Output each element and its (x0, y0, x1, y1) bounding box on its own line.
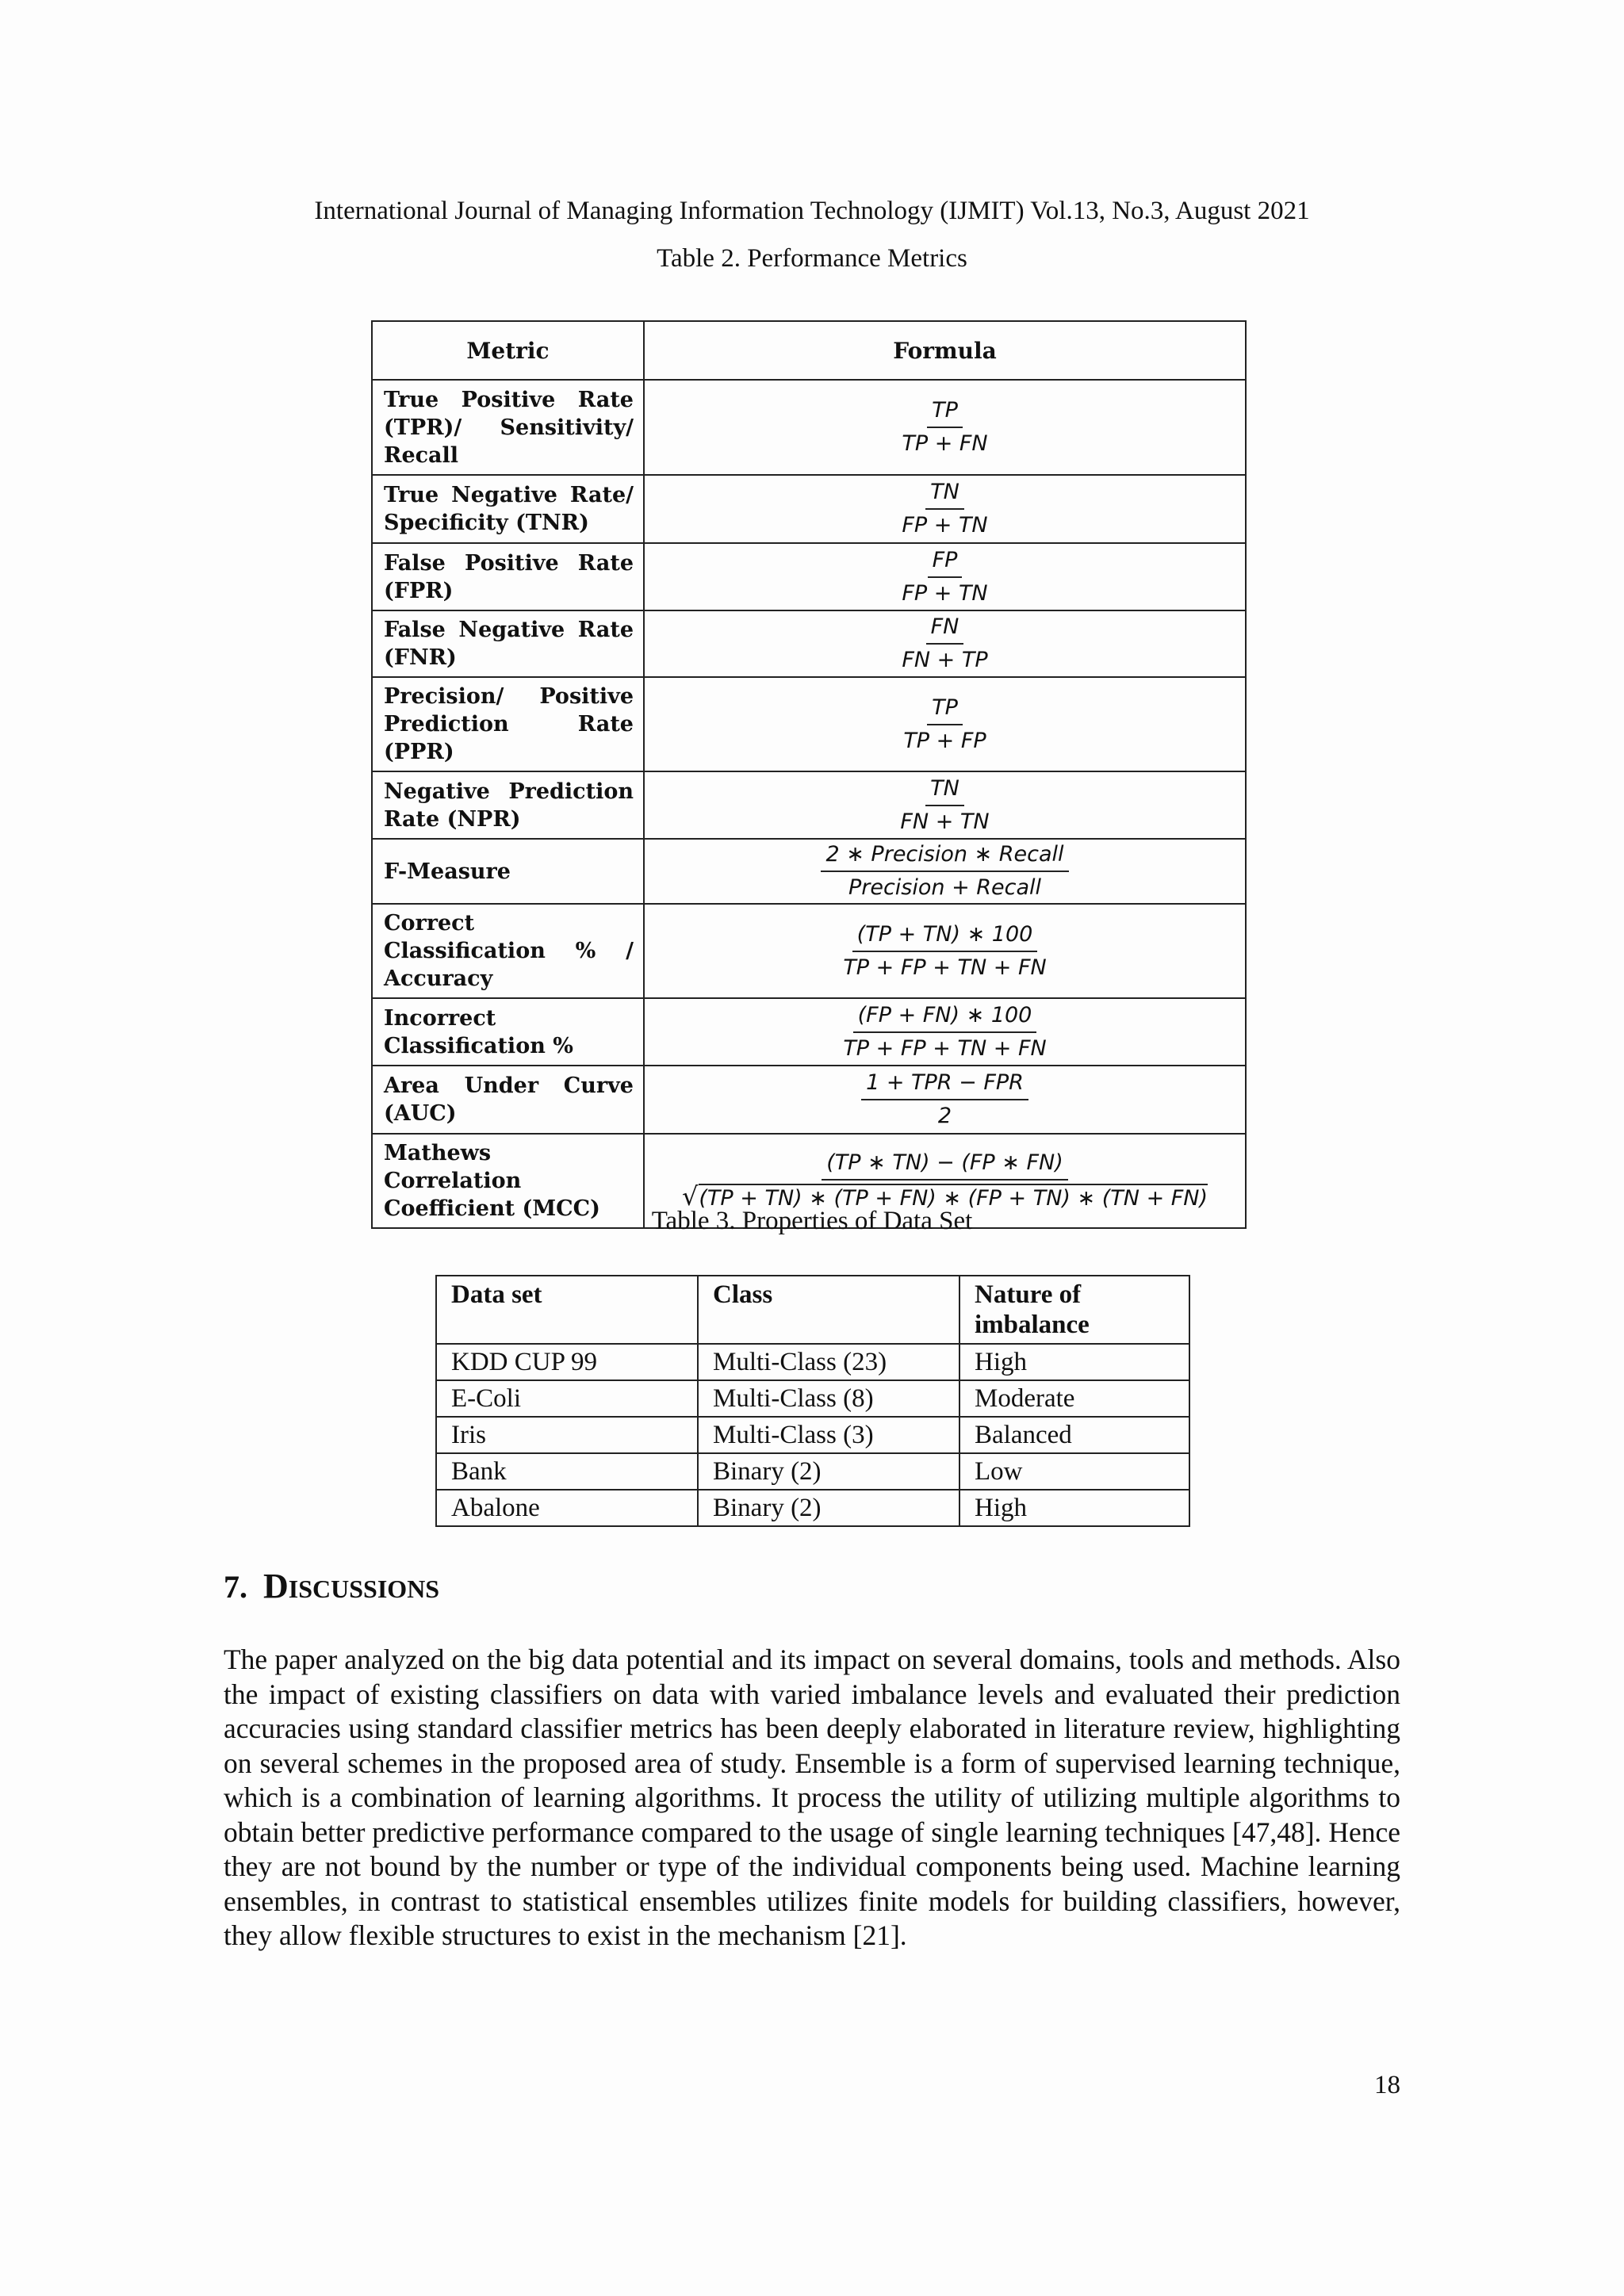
radicand: (TP + TN) ∗ (TP + FN) ∗ (FP + TN) ∗ (TN + FN) (699, 1184, 1208, 1211)
table-row (436, 1344, 1189, 1380)
table2-caption: Table 2. Performance Metrics (657, 244, 967, 273)
formula-numerator: (FP + FN) ∗ 100 (853, 1001, 1037, 1033)
formula-denominator: FP + TN (902, 513, 988, 538)
formula-denominator: TP + FP (903, 728, 986, 753)
table-row (372, 839, 1246, 904)
formula-numerator: TN (925, 478, 964, 510)
formula (644, 677, 1246, 771)
table-row (372, 998, 1246, 1066)
table-row (436, 1417, 1189, 1453)
section-title-rest: ISCUSSIONS (288, 1575, 440, 1603)
column-header: Data set (436, 1276, 698, 1344)
metric-name: False Positive Rate (FPR) (372, 543, 644, 610)
table-cell: Binary (2) (698, 1453, 959, 1490)
formula-denominator: 2 (937, 1104, 952, 1128)
table-row (372, 771, 1246, 839)
table-row (372, 380, 1246, 475)
formula (644, 475, 1246, 543)
formula-numerator: TP (927, 694, 963, 725)
metric-name: True Positive Rate (TPR)/ Sensitivity/ Recall (372, 380, 644, 475)
metric-name: Correct Classification % / Accuracy (372, 904, 644, 998)
table-row (372, 1066, 1246, 1134)
column-header: Class (698, 1276, 959, 1344)
section-title-initial: D (263, 1567, 289, 1605)
page-number: 18 (1374, 2071, 1400, 2099)
table-cell: Balanced (959, 1417, 1189, 1453)
table-row (372, 677, 1246, 771)
formula-numerator: FP (928, 546, 963, 578)
formula-numerator: 2 ∗ Precision ∗ Recall (821, 840, 1068, 872)
metric-name: Negative Prediction Rate (NPR) (372, 771, 644, 839)
formula-denominator: TP + FP + TN + FN (843, 1035, 1047, 1061)
metric-name: True Negative Rate/ Specificity (TNR) (372, 475, 644, 543)
formula-denominator: TP + FN (902, 431, 988, 456)
table-header-row (372, 321, 1246, 380)
formula-numerator: (TP ∗ TN) − (FP ∗ FN) (822, 1149, 1068, 1181)
table-cell: Low (959, 1453, 1189, 1490)
table-cell: Multi-Class (8) (698, 1380, 959, 1417)
table-cell: KDD CUP 99 (436, 1344, 698, 1380)
metric-name: Mathews Correlation Coefficient (MCC) (372, 1134, 644, 1228)
table-row (436, 1490, 1189, 1526)
table-cell: Bank (436, 1453, 698, 1490)
formula (644, 904, 1246, 998)
table-cell: Multi-Class (23) (698, 1344, 959, 1380)
formula (644, 543, 1246, 610)
running-head: International Journal of Managing Information Technology (IJMIT) Vol.13, No.3, August 2021 (314, 197, 1310, 225)
performance-metrics-table (371, 320, 1247, 1229)
body-paragraph: The paper analyzed on the big data potential and its impact on several domains, tools and methods. Also the impact of existing classifiers on data with varied imbalance levels and evaluated their prediction accuracies using standard classifier metrics has been deeply elaborated in literature review, highlighting on several schemes in the proposed area of study. Ensemble is a form of supervised learning technique, which is a combination of learning algorithms. It process the utility of utilizing multiple algorithms to obtain better predictive performance compared to the usage of single learning techniques [47,48]. Hence they are not bound by the number or type of the individual components being used. Machine learning ensembles, in contrast to statistical ensembles utilizes finite models for building classifiers, however, they allow flexible structures to exist in the mechanism [21]. (224, 1644, 1400, 1951)
metric-name: Area Under Curve (AUC) (372, 1066, 644, 1134)
metric-name: False Negative Rate (FNR) (372, 610, 644, 677)
formula (644, 998, 1246, 1066)
metric-name: Incorrect Classification % (372, 998, 644, 1066)
table-cell: High (959, 1344, 1189, 1380)
formula-header: Formula (644, 321, 1246, 380)
data-set-properties-table (435, 1275, 1190, 1527)
table-row (372, 904, 1246, 998)
formula-denominator: FP + TN (902, 580, 988, 606)
formula (644, 380, 1246, 475)
section-heading (224, 1566, 439, 1606)
formula-numerator: TN (925, 775, 964, 806)
table-cell: Iris (436, 1417, 698, 1453)
section-number: 7. (224, 1569, 247, 1605)
table-cell: Binary (2) (698, 1490, 959, 1526)
formula-denominator: Precision + Recall (848, 875, 1042, 900)
table-row (436, 1453, 1189, 1490)
formula-numerator: (TP + TN) ∗ 100 (852, 920, 1038, 952)
table-cell: Moderate (959, 1380, 1189, 1417)
metric-header: Metric (372, 321, 644, 380)
formula-denominator: TP + FP + TN + FN (843, 955, 1047, 980)
table-row (372, 610, 1246, 677)
formula-denominator: FN + TP (902, 648, 988, 672)
table-row (372, 475, 1246, 543)
formula-numerator: FN (926, 613, 964, 645)
table-cell: High (959, 1490, 1189, 1526)
table-row (372, 543, 1246, 610)
formula-denominator: FN + TN (900, 809, 990, 834)
formula (644, 1066, 1246, 1134)
formula (644, 839, 1246, 904)
square-root-symbol: √ (681, 1181, 699, 1211)
table-cell: E-Coli (436, 1380, 698, 1417)
table-row (436, 1380, 1189, 1417)
column-header: Nature of imbalance (959, 1276, 1189, 1344)
table-cell: Multi-Class (3) (698, 1417, 959, 1453)
table-header-row (436, 1276, 1189, 1344)
table3-caption: Table 3. Properties of Data Set (651, 1207, 973, 1235)
metric-name: Precision/ Positive Prediction Rate (PPR) (372, 677, 644, 771)
formula (644, 610, 1246, 677)
formula-numerator: TP (927, 396, 963, 428)
metric-name: F-Measure (372, 839, 644, 904)
formula (644, 771, 1246, 839)
table-cell: Abalone (436, 1490, 698, 1526)
formula-numerator: 1 + TPR − FPR (861, 1069, 1028, 1100)
